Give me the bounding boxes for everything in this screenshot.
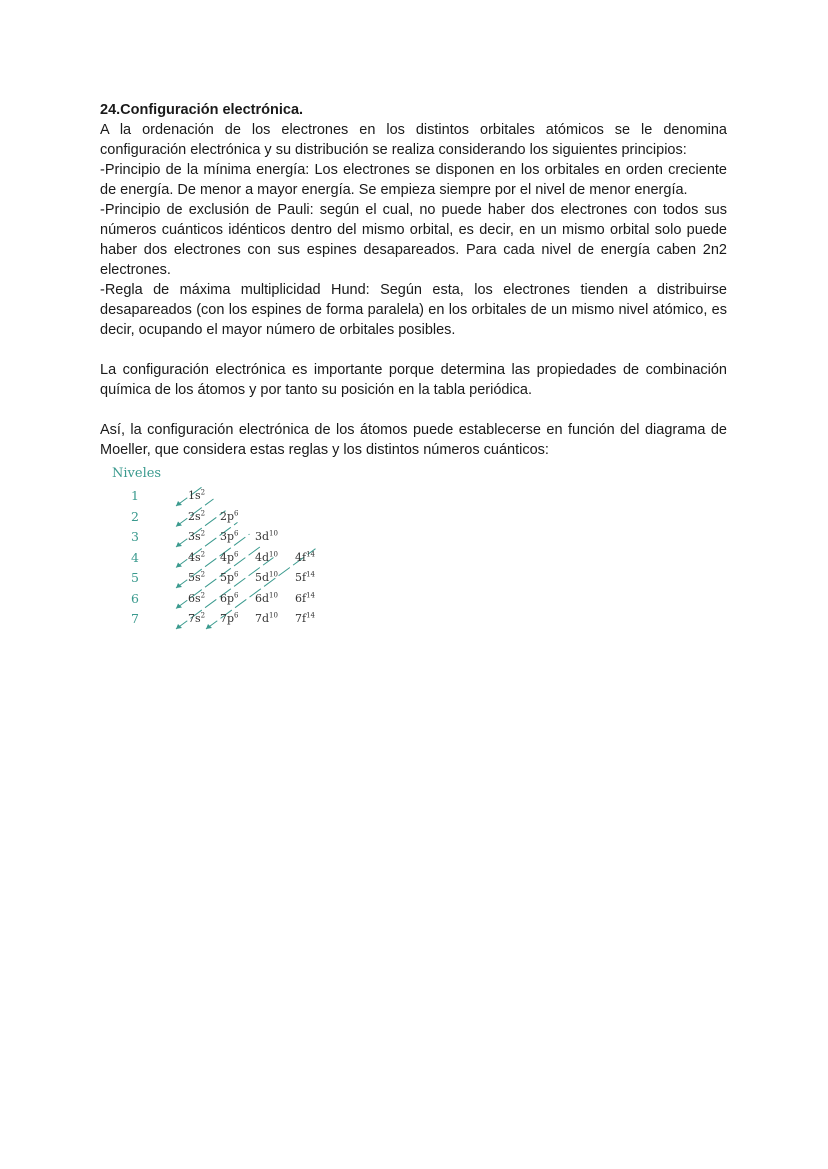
paragraph-minima-energia: -Principio de la mínima energía: Los electrones se disponen en los orbitales en orden creciente de energía. De menor a mayor energía. Se empieza siempre por el nivel de menor energía.: [100, 162, 727, 198]
level-number: 6: [131, 590, 139, 606]
orbital-label: $6f^{14}$: [295, 590, 315, 605]
orbital-label: $5s^2$: [188, 570, 206, 584]
orbital-label: $4s^2$: [188, 549, 206, 564]
orbital-label: $7d^{10}$: [255, 611, 278, 625]
paragraph-moeller: Así, la configuración electrónica de los átomos puede establecerse en función del diagrama de Moeller, que considera estas reglas y los distintos números cuánticos:: [100, 422, 727, 458]
paragraph-importancia: La configuración electrónica es importante porque determina las propiedades de combinación química de los átomos y por tanto su posición en la tabla periódica.: [100, 362, 727, 398]
orbital-label: $7p^6$: [220, 611, 239, 625]
orbital-label: $4p^6$: [220, 549, 239, 564]
niveles-title: Niveles: [112, 466, 162, 481]
orbital-label: $2s^2$: [188, 508, 206, 523]
orbital-label: $1s^2$: [188, 488, 206, 502]
moeller-diagram: [100, 466, 360, 646]
orbital-label: $6s^2$: [188, 590, 206, 605]
level-number: 1: [131, 488, 139, 503]
section-heading: 24.Configuración electrónica.: [100, 102, 304, 118]
orbital-label: $5p^6$: [220, 570, 239, 584]
spacer: [100, 400, 727, 420]
level-number: 7: [131, 611, 139, 626]
paragraph-pauli: -Principio de exclusión de Pauli: según el cual, no puede haber dos electrones con todos sus números cuánticos idénticos dentro del mismo orbital, es decir, en un mismo orbital solo puede haber dos electrones con sus espines desapareados. Para cada nivel de energía caben 2n2 electrones.: [100, 202, 727, 278]
orbital-label: $2p^6$: [220, 508, 239, 523]
orbital-label: $4f^{14}$: [295, 549, 315, 564]
level-number: 2: [131, 508, 139, 524]
orbital-label: $5f^{14}$: [295, 570, 315, 584]
orbital-label: $7f^{14}$: [295, 611, 315, 625]
orbital-label: $6p^6$: [220, 590, 239, 605]
paragraph-hund: -Regla de máxima multiplicidad Hund: Según esta, los electrones tienden a distribuirse desapareados (con los espines de forma paralela) en los orbitales de un mismo nivel atómico, es decir, ocupando el mayor número de orbitales posibles.: [100, 282, 727, 338]
level-number: 3: [131, 529, 139, 544]
orbital-label: $6d^{10}$: [255, 590, 278, 605]
paragraph-intro: A la ordenación de los electrones en los distintos orbitales atómicos se le denomina configuración electrónica y su distribución se realiza considerando los siguientes principios:: [100, 122, 727, 158]
orbital-label: $7s^2$: [188, 611, 206, 625]
orbital-label: $4d^{10}$: [255, 549, 278, 564]
orbital-label: $5d^{10}$: [255, 570, 278, 584]
orbital-label: $3p^6$: [220, 529, 239, 543]
spacer: [100, 340, 727, 360]
level-number: 5: [131, 570, 139, 585]
level-number: 4: [131, 549, 139, 565]
orbital-label: $3s^2$: [188, 529, 206, 543]
orbital-label: $3d^{10}$: [255, 529, 278, 543]
document-page: [100, 100, 727, 646]
